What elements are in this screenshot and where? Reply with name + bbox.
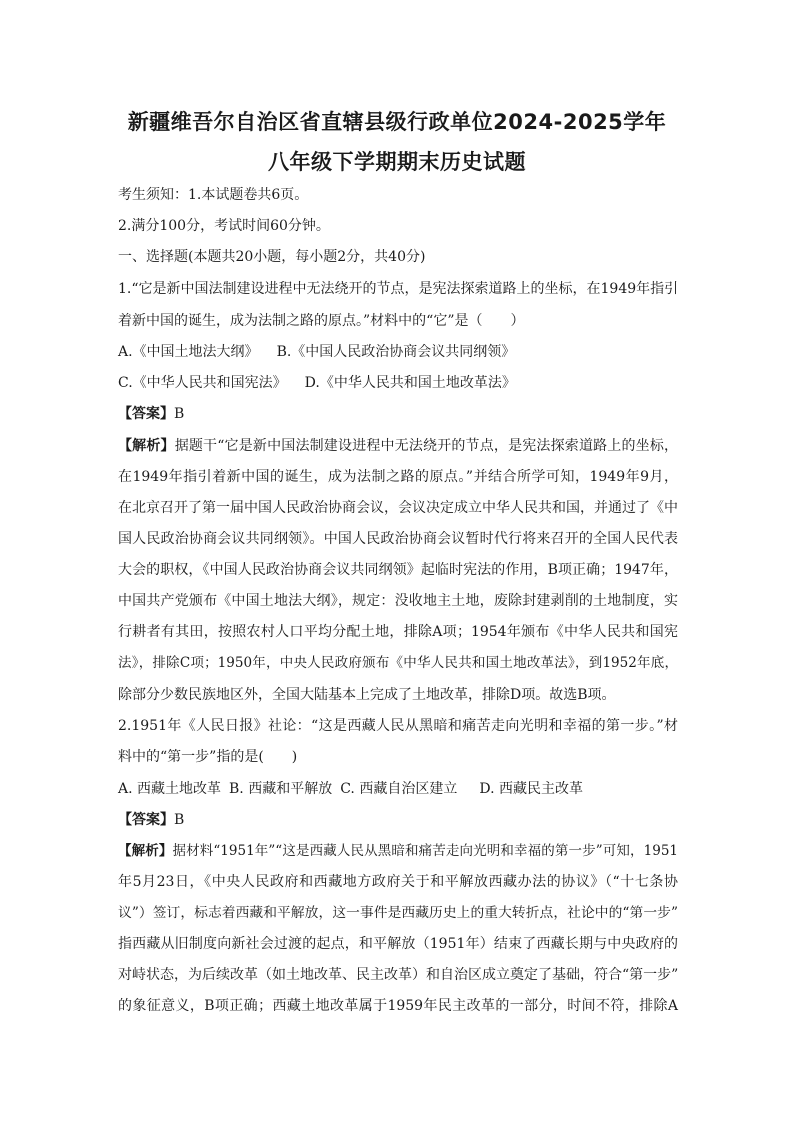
q1-option-d: D.《中华人民共和国土地改革法》 xyxy=(304,375,516,391)
q1-option-a: A.《中国土地法大纲》 xyxy=(118,344,259,360)
q1-analysis-line6: 中国共产党颁布《中国土地法大纲》，规定：没收地主土地，废除封建剥削的土地制度，实 xyxy=(118,593,678,609)
q2-analysis-line2: 年5月23日，《中央人民政府和西藏地方政府关于和平解放西藏办法的协议》（“十七条协 xyxy=(118,874,678,890)
q1-analysis-line3: 在北京召开了第一届中国人民政治协商会议，会议决定成立中华人民共和国，并通过了《中 xyxy=(118,500,678,516)
q2-option-b: B. 西藏和平解放 xyxy=(229,781,333,797)
q2-stem-line1: 2.1951年《人民日报》社论：“这是西藏人民从黑暗和痛苦走向光明和幸福的第一步。”材 xyxy=(118,718,678,734)
q2-analysis-line3: 议”）签订，标志着西藏和平解放，这一事件是西藏历史上的重大转折点，社论中的“第一步” xyxy=(118,905,678,921)
q2-option-c: C. 西藏自治区建立 xyxy=(340,781,458,797)
document-title-line2: 八年级下学期期末历史试题 xyxy=(268,150,526,174)
q1-answer-value: B xyxy=(174,406,185,422)
notice-line-1: 考生须知：1.本试题卷共6页。 xyxy=(118,187,309,203)
q1-analysis-text1: 据题干“它是新中国法制建设进程中无法绕开的节点，是宪法探索道路上的坐标， xyxy=(174,438,679,454)
q2-stem-line2: 料中的“第一步”指的是( ) xyxy=(118,749,298,765)
q1-analysis-line5: 大会的职权，《中国人民政治协商会议共同纲领》起临时宪法的作用，B项正确；1947年， xyxy=(118,562,678,578)
q1-answer-tag: 【答案】 xyxy=(118,406,174,422)
q1-answer xyxy=(118,405,184,423)
q1-analysis-line2: 在1949年指引着新中国的诞生，成为法制之路的原点。”并结合所学可知，1949年9月， xyxy=(118,469,678,485)
q2-analysis-tag: 【解析】 xyxy=(118,843,173,859)
notice-line-2: 2.满分100分，考试时间60分钟。 xyxy=(118,218,330,234)
q2-answer-tag: 【答案】 xyxy=(118,812,174,828)
q1-option-b: B.《中国人民政治协商会议共同纲领》 xyxy=(276,344,516,360)
q2-analysis-line1 xyxy=(118,842,678,860)
q1-analysis-line8: 法》，排除C项；1950年，中央人民政府颁布《中华人民共和国土地改革法》，到1952年底， xyxy=(118,655,678,671)
q1-stem-line2: 着新中国的诞生，成为法制之路的原点。”材料中的“它”是（ ） xyxy=(118,313,525,329)
q2-answer-value: B xyxy=(174,812,185,828)
document-title-line1: 新疆维吾尔自治区省直辖县级行政单位2024-2025学年 xyxy=(127,110,667,134)
q1-options-row2 xyxy=(118,374,516,392)
q1-analysis-tag: 【解析】 xyxy=(118,438,175,454)
q1-analysis-line9: 除部分少数民族地区外，全国大陆基本上完成了土地改革，排除D项。故选B项。 xyxy=(118,687,616,703)
q2-analysis-text1: 据材料“1951年”“这是西藏人民从黑暗和痛苦走向光明和幸福的第一步”可知，1951 xyxy=(172,843,679,859)
q1-option-c: C.《中华人民共和国宪法》 xyxy=(118,375,287,391)
q2-option-d: D. 西藏民主改革 xyxy=(479,781,583,797)
q2-options-row xyxy=(118,780,583,798)
q1-analysis-line1 xyxy=(118,437,678,455)
q2-analysis-line6: 的象征意义，B项正确；西藏土地改革属于1959年民主改革的一部分，时间不符，排除A xyxy=(118,998,678,1014)
q2-analysis-line4: 指西藏从旧制度向新社会过渡的起点，和平解放（1951年）结束了西藏长期与中央政府的 xyxy=(118,936,678,952)
q2-answer xyxy=(118,811,184,829)
q2-option-a: A. 西藏土地改革 xyxy=(118,781,222,797)
q1-analysis-line7: 行耕者有其田，按照农村人口平均分配土地，排除A项；1954年颁布《中华人民共和国宪 xyxy=(118,624,678,640)
section-heading: 一、选择题(本题共20小题，每小题2分，共40分) xyxy=(118,249,426,265)
q2-analysis-line5: 对峙状态，为后续改革（如土地改革、民主改革）和自治区成立奠定了基础，符合“第一步” xyxy=(118,967,679,983)
q1-options-row1 xyxy=(118,343,515,361)
q1-stem-line1: 1.“它是新中国法制建设进程中无法绕开的节点，是宪法探索道路上的坐标，在1949年指引 xyxy=(118,281,679,297)
q1-analysis-line4: 国人民政治协商会议共同纲领》。中国人民政治协商会议暂时代行将来召开的全国人民代表 xyxy=(118,531,678,547)
